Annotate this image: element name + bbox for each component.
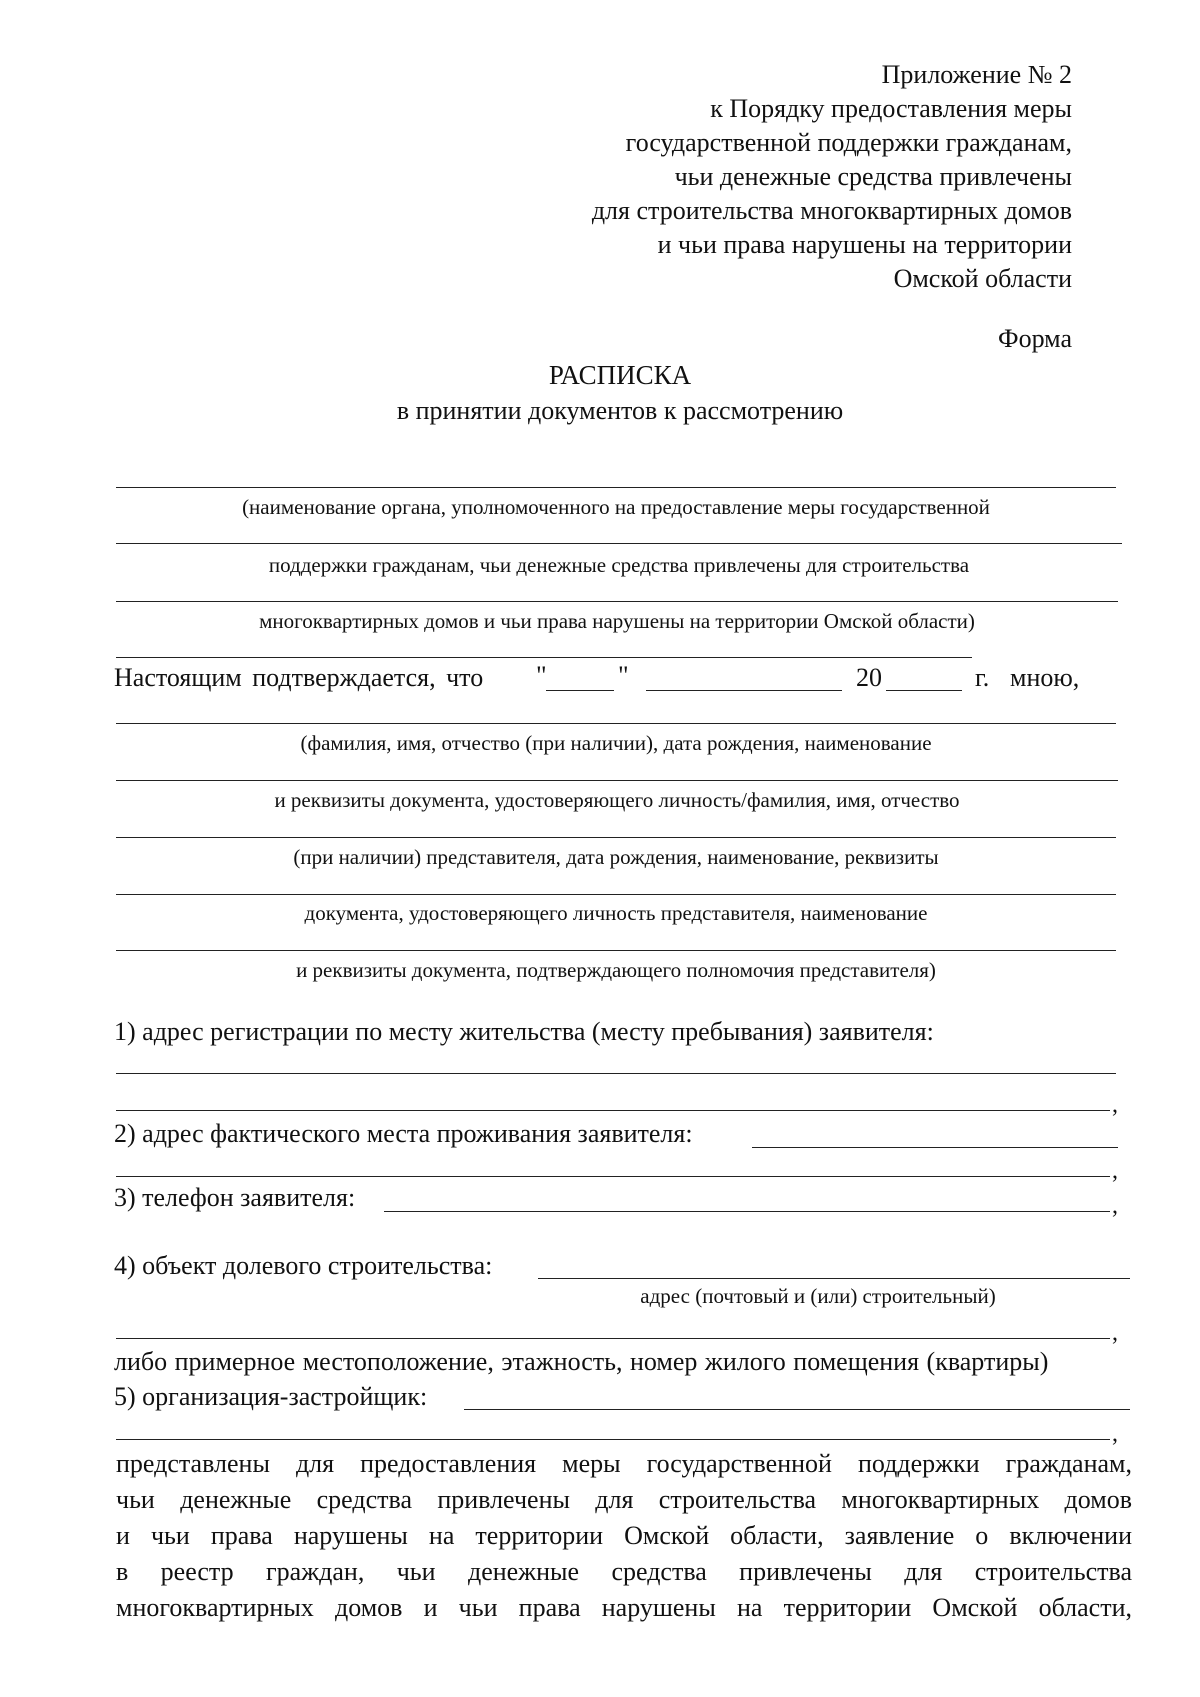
person-line[interactable] (116, 894, 1116, 895)
person-line[interactable] (116, 837, 1116, 838)
organ-caption: (наименование органа, уполномоченного на предоставление меры государственной (242, 495, 990, 519)
body-line: представлены для предоставления меры государственной поддержки гражданам, (116, 1449, 1132, 1478)
appendix-line: государственной поддержки гражданам, (625, 128, 1072, 157)
document-subtitle: в принятии документов к рассмотрению (396, 396, 844, 425)
document-title: РАСПИСКА (548, 360, 692, 390)
appendix-line: к Порядку предоставления меры (710, 94, 1072, 123)
by-me-text: мною, (1010, 663, 1080, 692)
person-line[interactable] (116, 780, 1118, 781)
object-address-field[interactable] (538, 1278, 1130, 1279)
registration-address-field[interactable] (116, 1110, 1110, 1111)
organ-name-line[interactable] (116, 601, 1118, 602)
year-suffix: г. (975, 663, 990, 692)
person-caption: и реквизиты документа, подтверждающего полномочия представителя) (296, 958, 936, 982)
month-field[interactable] (646, 690, 842, 691)
body-line: многоквартирных домов и чьи права нарушены на территории Омской области, (116, 1593, 1132, 1622)
phone-field[interactable] (384, 1211, 1110, 1212)
confirm-lead: Настоящим подтверждается, что (114, 663, 484, 692)
appendix-line: Омской области (893, 264, 1072, 293)
body-line: и чьи права нарушены на территории Омской области, заявление о включении (116, 1521, 1132, 1550)
comma: , (1112, 1320, 1118, 1346)
year-field[interactable] (886, 690, 962, 691)
object-alt-text: либо примерное местоположение, этажность, номер жилого помещения (квартиры) (114, 1347, 1049, 1376)
form-label: Форма (998, 324, 1072, 353)
actual-address-field[interactable] (116, 1176, 1110, 1177)
organ-name-line[interactable] (116, 487, 1116, 488)
body-line: в реестр граждан, чьи денежные средства привлечены для строительства (116, 1557, 1132, 1586)
comma: , (1112, 1193, 1118, 1219)
object-label: 4) объект долевого строительства: (114, 1251, 493, 1280)
person-caption: и реквизиты документа, удостоверяющего личность/фамилия, имя, отчество (274, 788, 960, 812)
person-caption: (фамилия, имя, отчество (при наличии), дата рождения, наименование (300, 731, 932, 755)
body-line: чьи денежные средства привлечены для строительства многоквартирных домов (116, 1485, 1132, 1514)
developer-field[interactable] (116, 1439, 1110, 1440)
developer-field[interactable] (464, 1409, 1130, 1410)
object-location-field[interactable] (116, 1338, 1110, 1339)
person-line[interactable] (116, 723, 1116, 724)
registration-address-label: 1) адрес регистрации по месту жительства (месту пребывания) заявителя: (114, 1017, 934, 1046)
appendix-number: Приложение № 2 (881, 60, 1072, 89)
organ-name-line[interactable] (116, 657, 972, 658)
actual-address-label: 2) адрес фактического места проживания заявителя: (114, 1119, 693, 1148)
comma: , (1112, 1158, 1118, 1184)
person-caption: (при наличии) представителя, дата рождения, наименование, реквизиты (293, 845, 939, 869)
appendix-line: для строительства многоквартирных домов (591, 196, 1072, 225)
quote-open: " (536, 661, 547, 690)
developer-label: 5) организация-застройщик: (114, 1382, 428, 1411)
day-field[interactable] (546, 690, 614, 691)
organ-caption: многоквартирных домов и чьи права нарушены на территории Омской области) (259, 609, 975, 633)
phone-label: 3) телефон заявителя: (114, 1183, 356, 1212)
person-caption: документа, удостоверяющего личность представителя, наименование (304, 901, 928, 925)
comma: , (1112, 1421, 1118, 1447)
appendix-line: и чьи права нарушены на территории (657, 230, 1072, 259)
actual-address-field[interactable] (752, 1147, 1118, 1148)
quote-close: " (618, 661, 629, 690)
registration-address-field[interactable] (116, 1073, 1116, 1074)
year-prefix: 20 (856, 663, 882, 692)
organ-name-line[interactable] (116, 543, 1122, 544)
comma: , (1112, 1092, 1118, 1118)
person-line[interactable] (116, 950, 1116, 951)
appendix-line: чьи денежные средства привлечены (674, 162, 1072, 191)
organ-caption: поддержки гражданам, чьи денежные средства привлечены для строительства (268, 553, 970, 577)
object-caption: адрес (почтовый и (или) строительный) (640, 1284, 996, 1308)
